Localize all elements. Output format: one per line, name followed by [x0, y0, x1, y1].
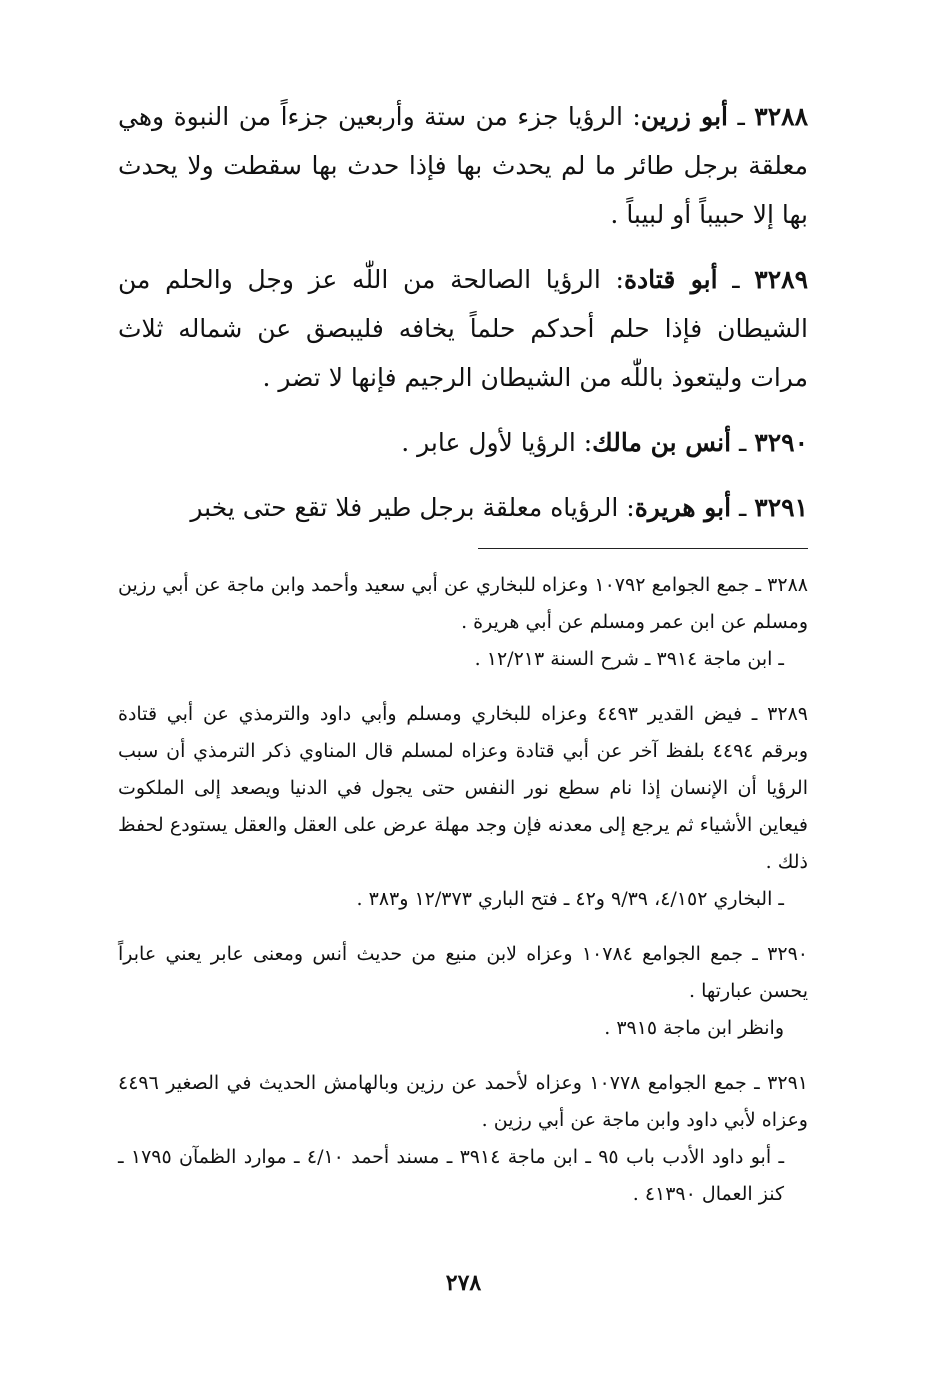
footnote-reference: ـ البخاري ٤/١٥٢، ٩/٣٩ و٤٢ ـ فتح الباري ١٢/٣٧٣ و٣٨٣ .	[356, 888, 784, 910]
footnote-text: ٣٢٩٠ ـ جمع الجوامع ١٠٧٨٤ وعزاه لابن منيع من حديث أنس ومعنى عابر يعني عابراً يحسن عبارتها .	[118, 943, 808, 1002]
hadith-number: ٣٢٩١	[754, 493, 808, 522]
hadith-text: الرؤيا لأول عابر .	[401, 428, 576, 457]
footnote-reference: ـ ابن ماجة ٣٩١٤ ـ شرح السنة ١٢/٢١٣ .	[474, 648, 784, 670]
page-body	[118, 92, 808, 1231]
hadith-text: الرؤيا جزء من ستة وأربعين جزءاً من النبوة وهي معلقة برجل طائر ما لم يحدث بها فإذا حدث بها سقطت ولا يحدث بها إلا حبيباً أو لبيباً .	[118, 102, 808, 229]
hadith-entry: ٣٢٩١ ـ أبو هريرة: الرؤياه معلقة برجل طير فلا تقع حتى يخبر	[190, 493, 808, 522]
footnote	[118, 1065, 808, 1213]
hadith-text: الرؤيا الصالحة من اللّٰه عز وجل والحلم من الشيطان فإذا حلم أحدكم حلماً يخافه فليبصق عن شماله ثلاث مرات وليتعوذ باللّٰه من الشيطان الرجيم فإنها لا تضر .	[118, 265, 808, 392]
hadith-entry: ٣٢٨٨ ـ أبو زرين: الرؤيا جزء من ستة وأربعين جزءاً من النبوة وهي معلقة برجل طائر ما لم يحدث بها فإذا حدث بها سقطت ولا يحدث بها إلا حبيباً أو لبيباً .	[118, 102, 808, 229]
hadith-narrator: أنس بن مالك	[592, 428, 732, 457]
hadith-number: ٣٢٩٠	[754, 428, 808, 457]
footnote	[118, 936, 808, 1047]
footnote	[118, 696, 808, 918]
footnote-reference: وانظر ابن ماجة ٣٩١٥ .	[604, 1017, 784, 1039]
hadith-text: الرؤياه معلقة برجل طير فلا تقع حتى يخبر	[190, 493, 619, 522]
hadith-narrator: أبو زرين	[640, 102, 728, 131]
hadith-narrator: أبو قتادة	[623, 265, 718, 294]
hadith-entry: ٣٢٨٩ ـ أبو قتادة: الرؤيا الصالحة من اللّٰه عز وجل والحلم من الشيطان فإذا حلم أحدكم حلماً يخافه فليبصق عن شماله ثلاث مرات وليتعوذ باللّٰه من الشيطان الرجيم فإنها لا تضر .	[118, 265, 808, 392]
hadith-number: ٣٢٨٨	[754, 102, 808, 131]
page-number: ٢٧٨	[445, 1270, 482, 1296]
footnote-text: ٣٢٨٩ ـ فيض القدير ٤٤٩٣ وعزاه للبخاري ومسلم وأبي داود والترمذي عن أبي قتادة وبرقم ٤٤٩٤ بلفظ آخر عن أبي قتادة وعزاه لمسلم قال المناوي ذكر الترمذي أن سبب الرؤيا أن الإنسان إذا نام سطع نور النفس حتى يجول في الدنيا ويصعد إلى الملكوت فيعاين الأشياء ثم يرجع إلى معدنه فإن وجد مهلة عرض على العقل والعقل يستودع لحفظ ذلك .	[118, 703, 808, 873]
footnote-reference: ـ أبو داود الأدب باب ٩٥ ـ ابن ماجة ٣٩١٤ ـ مسند أحمد ٤/١٠ ـ موارد الظمآن ١٧٩٥ ـ كنز العمال ٤١٣٩٠ .	[118, 1146, 785, 1205]
hadith-narrator: أبو هريرة	[634, 493, 732, 522]
footnote-text: ٣٢٩١ ـ جمع الجوامع ١٠٧٧٨ وعزاه لأحمد عن رزين وبالهامش الحديث في الصغير ٤٤٩٦ وعزاه لأبي داود وابن ماجة عن أبي رزين .	[118, 1072, 808, 1131]
hadith-entry: ٣٢٩٠ ـ أنس بن مالك: الرؤيا لأول عابر .	[401, 428, 808, 457]
hadith-number: ٣٢٨٩	[754, 265, 808, 294]
footnote-text: ٣٢٨٨ ـ جمع الجوامع ١٠٧٩٢ وعزاه للبخاري عن أبي سعيد وأحمد وابن ماجة عن أبي رزين ومسلم عن ابن عمر ومسلم عن أبي هريرة .	[118, 574, 808, 633]
footnote-divider	[478, 548, 808, 549]
footnote	[118, 567, 808, 678]
